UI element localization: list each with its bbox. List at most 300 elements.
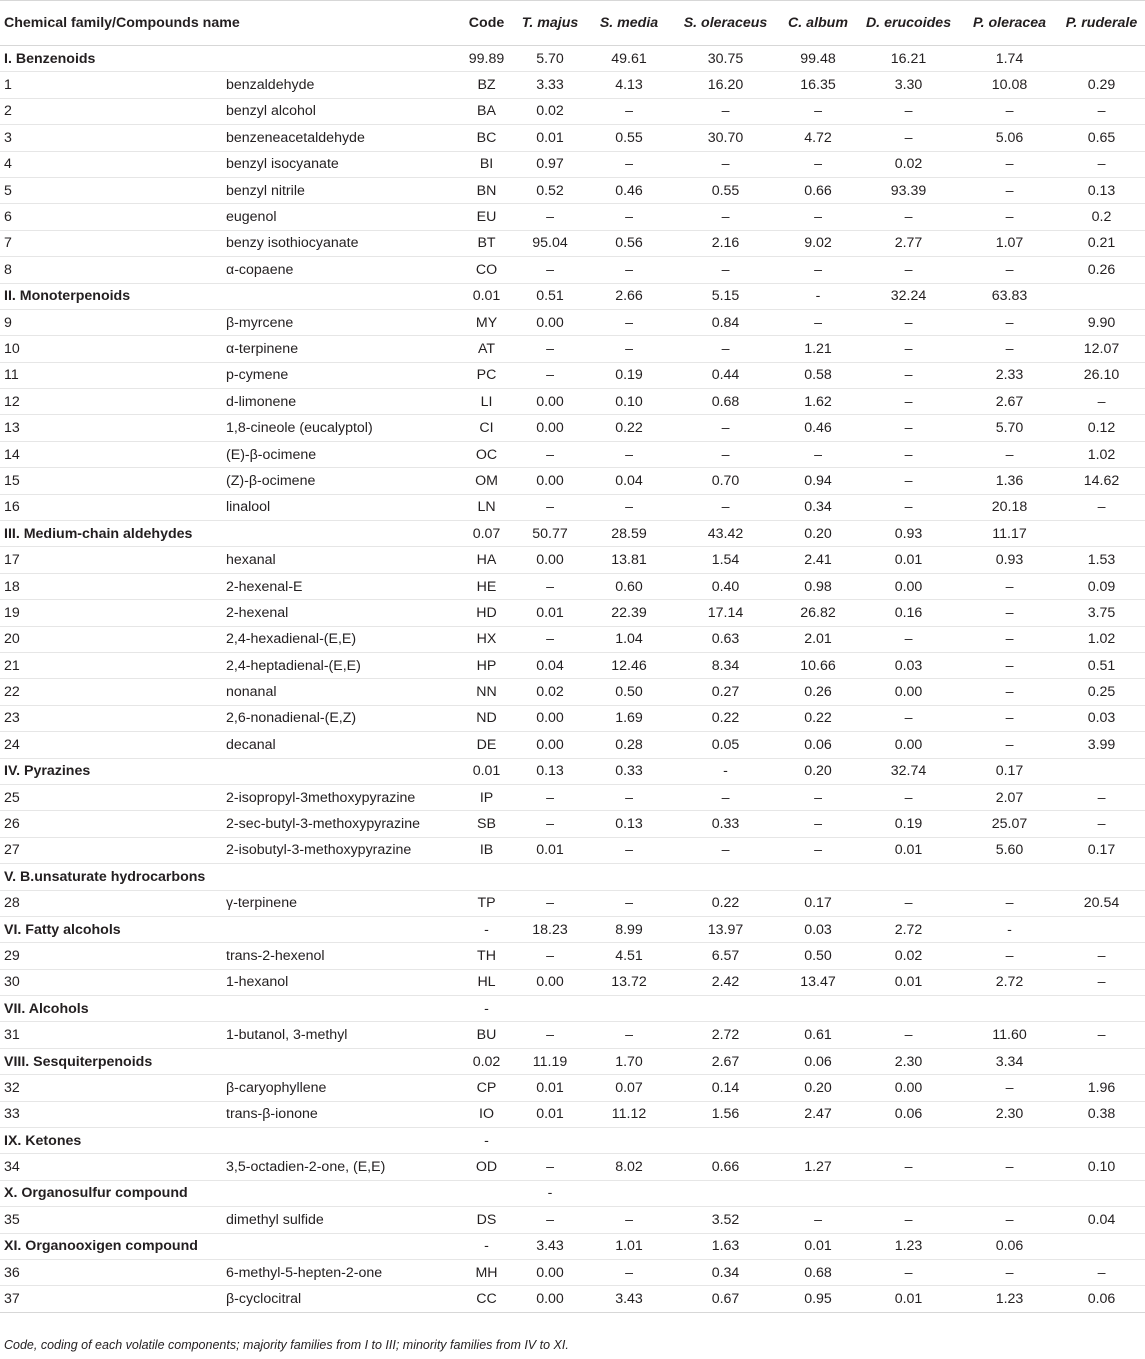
value-cell: 0.00 (536, 314, 564, 331)
value-cell: 1.62 (804, 393, 832, 410)
value-cell: – (904, 710, 913, 727)
value-cell: 0.03 (804, 921, 832, 938)
family-row (0, 864, 1145, 890)
value-cell: 0.01 (894, 552, 923, 569)
value-cell: 0.00 (894, 684, 923, 701)
value-cell: – (546, 446, 554, 463)
value-cell: – (904, 1264, 913, 1281)
code-cell: HA (476, 552, 497, 569)
value-cell: - (723, 763, 728, 780)
header-p-ruderale: P. ruderale (1058, 1, 1145, 46)
compound-row (0, 626, 1145, 652)
value-cell: 25.07 (991, 816, 1028, 833)
value-cell: 16.35 (800, 77, 836, 94)
value-cell (961, 996, 1058, 1022)
value-cell: 0.33 (711, 816, 740, 833)
compound-name: benzyl nitrile (226, 182, 305, 199)
value-cell: – (546, 1211, 554, 1228)
table-body (0, 46, 1145, 1313)
value-cell: 0.84 (711, 314, 740, 331)
value-cell: – (904, 895, 913, 912)
value-cell (1058, 996, 1145, 1022)
value-cell (587, 1128, 671, 1154)
code-cell: OD (475, 1159, 498, 1176)
value-cell: – (1097, 156, 1106, 173)
compound-name: 2,4-hexadienal-(E,E) (226, 631, 357, 648)
value-cell: 3.43 (615, 1291, 643, 1308)
code-cell: BT (477, 235, 496, 252)
value-cell (856, 864, 961, 890)
value-cell: – (1005, 261, 1014, 278)
compound-number: 33 (4, 1106, 20, 1123)
compound-name: 2,4-heptadienal-(E,E) (226, 657, 361, 674)
value-cell: 20.54 (1083, 895, 1120, 912)
value-cell (587, 996, 671, 1022)
value-cell: - (815, 288, 821, 305)
compound-row (0, 125, 1145, 151)
compound-name: 2-hexenal (226, 604, 289, 621)
value-cell: 20.18 (991, 499, 1028, 516)
family-label: XI. Organooxigen compound (4, 1238, 198, 1255)
compound-name: 2-isobutyl-3-methoxypyrazine (226, 842, 412, 859)
code-cell: TH (477, 947, 496, 964)
compound-name: 2-sec-butyl-3-methoxypyrazine (226, 816, 420, 833)
code-cell: BI (479, 156, 494, 173)
value-cell: 1.74 (995, 50, 1024, 67)
value-cell: – (625, 340, 633, 357)
value-cell: 4.13 (615, 77, 643, 94)
compound-number: 23 (4, 710, 20, 727)
value-cell: 99.48 (800, 50, 836, 67)
compound-name: 2,6-nonadienal-(E,Z) (226, 710, 357, 727)
value-cell: 3.43 (536, 1238, 564, 1255)
value-cell: 5.06 (995, 129, 1024, 146)
value-cell: 0.20 (804, 1079, 832, 1096)
compound-row (0, 837, 1145, 863)
compound-number: 37 (4, 1291, 20, 1308)
value-cell: 5.60 (995, 842, 1024, 859)
value-cell: – (814, 103, 822, 120)
value-cell: – (1005, 446, 1014, 463)
compound-row (0, 468, 1145, 494)
compound-row (0, 679, 1145, 705)
compound-name: decanal (226, 736, 276, 753)
code-cell: IP (479, 789, 494, 806)
value-cell: 0.94 (804, 472, 832, 489)
compound-number: 13 (4, 420, 20, 437)
value-cell: 0.03 (1087, 710, 1116, 727)
value-cell (780, 996, 856, 1022)
compound-row (0, 494, 1145, 520)
code-cell: HE (476, 578, 497, 595)
code-cell: OC (475, 446, 498, 463)
value-cell: 3.30 (894, 77, 923, 94)
value-cell: 0.67 (711, 1291, 740, 1308)
value-cell: 0.00 (894, 736, 923, 753)
value-cell: – (904, 1027, 913, 1044)
value-cell: 43.42 (707, 525, 744, 542)
value-cell: – (1097, 974, 1106, 991)
value-cell: 0.06 (1087, 1291, 1116, 1308)
compound-number: 26 (4, 816, 20, 833)
value-cell: – (546, 209, 554, 226)
value-cell: 11.17 (992, 525, 1027, 542)
family-row (0, 521, 1145, 547)
value-cell: 13.97 (707, 921, 744, 938)
value-cell (1058, 916, 1145, 942)
compound-number: 9 (4, 314, 12, 331)
value-cell: – (1005, 895, 1014, 912)
code-cell: AT (477, 340, 496, 357)
value-cell: 0.25 (1087, 684, 1116, 701)
compound-row (0, 573, 1145, 599)
family-row (0, 1180, 1145, 1206)
family-label: V. B.unsaturate hydrocarbons (4, 868, 206, 885)
value-cell: – (1097, 816, 1106, 833)
code-cell: BU (476, 1027, 497, 1044)
value-cell: 13.72 (611, 974, 647, 991)
value-cell: 3.33 (536, 77, 564, 94)
value-cell: 93.39 (890, 182, 927, 199)
value-cell (961, 1128, 1058, 1154)
value-cell: – (546, 895, 554, 912)
code-cell: - (484, 1000, 489, 1017)
compound-number: 5 (4, 182, 12, 199)
code-cell: IB (479, 842, 494, 859)
value-cell: – (814, 156, 822, 173)
value-cell: 1.63 (711, 1238, 740, 1255)
value-cell: 0.06 (804, 736, 832, 753)
compound-row (0, 336, 1145, 362)
code-cell: SB (477, 816, 496, 833)
header-t-majus: T. majus (513, 1, 587, 46)
value-cell (1058, 758, 1145, 784)
value-cell (961, 864, 1058, 890)
value-cell: 30.75 (707, 50, 744, 67)
value-cell: 0.00 (536, 552, 564, 569)
value-cell: 0.46 (615, 182, 643, 199)
code-cell: HP (476, 657, 497, 674)
value-cell: – (721, 103, 730, 120)
value-cell: – (1097, 789, 1106, 806)
compound-number: 21 (4, 657, 20, 674)
value-cell: – (721, 789, 730, 806)
value-cell: – (904, 340, 913, 357)
value-cell: – (814, 261, 822, 278)
value-cell: 0.46 (804, 420, 832, 437)
value-cell: 0.00 (894, 1079, 923, 1096)
compound-row (0, 890, 1145, 916)
code-cell: - (484, 921, 489, 938)
value-cell: 17.14 (707, 604, 744, 621)
value-cell (1058, 283, 1145, 309)
compound-number: 10 (4, 340, 20, 357)
value-cell: 16.20 (707, 77, 744, 94)
value-cell: 0.65 (1087, 129, 1116, 146)
value-cell (671, 1180, 780, 1206)
value-cell: 1.02 (1087, 446, 1116, 463)
value-cell: 32.74 (890, 763, 927, 780)
value-cell: 0.34 (711, 1264, 740, 1281)
value-cell: – (546, 631, 554, 648)
value-cell: 1.54 (711, 552, 740, 569)
value-cell: – (904, 129, 913, 146)
code-cell: 0.07 (472, 525, 501, 542)
value-cell: 28.59 (611, 525, 647, 542)
value-cell: 0.34 (804, 499, 832, 516)
value-cell (961, 1180, 1058, 1206)
compound-row (0, 257, 1145, 283)
value-cell: – (625, 895, 633, 912)
value-cell: – (904, 472, 913, 489)
code-cell: CO (475, 261, 498, 278)
code-cell: - (484, 1132, 489, 1149)
value-cell: 0.55 (711, 182, 740, 199)
value-cell: 0.70 (711, 472, 740, 489)
compound-name: 1-hexanol (226, 974, 289, 991)
value-cell: 0.44 (711, 367, 740, 384)
family-row (0, 1128, 1145, 1154)
value-cell: 0.63 (711, 631, 740, 648)
value-cell: 0.68 (711, 393, 740, 410)
value-cell (513, 996, 587, 1022)
header-code: Code (460, 1, 513, 46)
compound-row (0, 309, 1145, 335)
header-s-oleraceus: S. oleraceus (671, 1, 780, 46)
value-cell: 0.93 (894, 525, 923, 542)
value-cell: 0.97 (536, 156, 564, 173)
compound-name: benzyl isocyanate (226, 156, 339, 173)
code-cell: NN (476, 684, 497, 701)
value-cell: 2.33 (995, 367, 1024, 384)
code-cell: DS (476, 1211, 497, 1228)
compound-row (0, 177, 1145, 203)
value-cell: – (904, 103, 913, 120)
family-row (0, 916, 1145, 942)
value-cell: 5.70 (536, 50, 564, 67)
value-cell: – (721, 842, 730, 859)
value-cell: – (625, 789, 633, 806)
value-cell: 5.70 (995, 420, 1024, 437)
compound-number: 29 (4, 947, 20, 964)
value-cell: – (904, 261, 913, 278)
value-cell: 0.00 (536, 1291, 564, 1308)
family-row (0, 758, 1145, 784)
value-cell: 32.24 (890, 288, 927, 305)
code-cell: - (484, 1238, 489, 1255)
code-cell: 99.89 (468, 50, 505, 67)
value-cell: 2.01 (804, 631, 832, 648)
compound-row (0, 1101, 1145, 1127)
compound-number: 7 (4, 235, 12, 252)
compound-number: 32 (4, 1079, 20, 1096)
value-cell: 2.72 (995, 974, 1024, 991)
value-cell: – (546, 367, 554, 384)
code-cell: DE (476, 736, 497, 753)
value-cell (856, 1128, 961, 1154)
value-cell: 0.01 (536, 842, 564, 859)
value-cell: – (546, 1027, 554, 1044)
compound-name: benzeneacetaldehyde (226, 129, 365, 146)
compound-row (0, 600, 1145, 626)
compound-row (0, 362, 1145, 388)
value-cell: 3.52 (711, 1211, 740, 1228)
code-cell: MY (475, 314, 498, 331)
compound-name: β-caryophyllene (226, 1079, 327, 1096)
compound-name: 2-hexenal-E (226, 578, 303, 595)
value-cell: – (721, 340, 730, 357)
value-cell: – (1005, 103, 1014, 120)
value-cell: – (1005, 209, 1014, 226)
compound-row (0, 732, 1145, 758)
value-cell: 2.47 (804, 1106, 832, 1123)
value-cell: 0.01 (536, 604, 564, 621)
value-cell: 0.05 (711, 736, 740, 753)
compound-name: α-terpinene (226, 340, 299, 357)
compound-row (0, 389, 1145, 415)
code-cell: MH (475, 1264, 498, 1281)
value-cell (671, 864, 780, 890)
value-cell: 0.00 (536, 472, 564, 489)
code-cell: LI (480, 393, 493, 410)
compound-number: 20 (4, 631, 20, 648)
family-row (0, 1233, 1145, 1259)
value-cell: 8.02 (615, 1159, 643, 1176)
value-cell: 16.21 (890, 50, 927, 67)
code-cell: PC (476, 367, 497, 384)
value-cell: – (1097, 947, 1106, 964)
value-cell: 0.17 (804, 895, 832, 912)
value-cell: – (721, 261, 730, 278)
compound-row (0, 441, 1145, 467)
compound-number: 4 (4, 156, 12, 173)
value-cell: – (1005, 1264, 1014, 1281)
value-cell: 0.66 (804, 182, 832, 199)
compound-name: nonanal (226, 684, 277, 701)
value-cell: 0.40 (711, 578, 740, 595)
value-cell: 18.23 (532, 921, 568, 938)
compound-name: 1,8-cineole (eucalyptol) (226, 420, 373, 437)
value-cell: 2.30 (894, 1053, 923, 1070)
value-cell: 0.98 (804, 578, 832, 595)
value-cell: 2.77 (894, 235, 923, 252)
family-label: II. Monoterpenoids (4, 288, 131, 305)
value-cell: 4.72 (804, 129, 832, 146)
value-cell: 1.70 (615, 1053, 643, 1070)
family-label: VIII. Sesquiterpenoids (4, 1053, 153, 1070)
compound-name: dimethyl sulfide (226, 1211, 324, 1228)
compound-number: 16 (4, 499, 20, 516)
value-cell: 1.04 (615, 631, 643, 648)
value-cell: – (904, 1159, 913, 1176)
code-cell: CP (476, 1079, 497, 1096)
code-cell: BZ (477, 77, 496, 94)
value-cell (587, 1180, 671, 1206)
compound-number: 25 (4, 789, 20, 806)
value-cell: 0.68 (804, 1264, 832, 1281)
value-cell: 3.99 (1087, 736, 1116, 753)
value-cell: 0.61 (804, 1027, 832, 1044)
value-cell: 5.15 (711, 288, 740, 305)
code-cell: HX (476, 631, 497, 648)
value-cell: 1.07 (995, 235, 1024, 252)
value-cell (1058, 864, 1145, 890)
value-cell: 22.39 (611, 604, 647, 621)
value-cell: – (904, 1211, 913, 1228)
value-cell: – (625, 103, 633, 120)
value-cell: 0.55 (615, 129, 643, 146)
value-cell: 0.14 (711, 1079, 740, 1096)
value-cell: 0.03 (894, 657, 923, 674)
value-cell: – (904, 420, 913, 437)
value-cell: – (1097, 499, 1106, 516)
value-cell: – (546, 1159, 554, 1176)
value-cell: – (1005, 156, 1014, 173)
value-cell: – (1097, 103, 1106, 120)
value-cell: – (904, 499, 913, 516)
code-cell: CI (479, 420, 494, 437)
value-cell: – (546, 261, 554, 278)
value-cell: 0.07 (615, 1079, 643, 1096)
compound-name: γ-terpinene (226, 895, 297, 912)
value-cell: 3.34 (995, 1053, 1024, 1070)
value-cell: – (1005, 947, 1014, 964)
value-cell: 0.52 (536, 182, 564, 199)
compound-number: 8 (4, 261, 12, 278)
value-cell: 50.77 (532, 525, 568, 542)
value-cell: 1.21 (804, 340, 832, 357)
value-cell: 0.2 (1091, 209, 1112, 226)
value-cell: 1.36 (995, 472, 1024, 489)
value-cell: 0.10 (615, 393, 643, 410)
value-cell: 0.38 (1087, 1106, 1116, 1123)
value-cell (780, 1180, 856, 1206)
value-cell: 0.01 (804, 1238, 832, 1255)
value-cell: 14.62 (1083, 472, 1120, 489)
value-cell: 0.00 (536, 393, 564, 410)
compound-name: benzyl alcohol (226, 103, 316, 120)
value-cell: – (546, 578, 554, 595)
value-cell: 0.27 (711, 684, 740, 701)
value-cell: 0.17 (1087, 842, 1116, 859)
compound-number: 24 (4, 736, 20, 753)
code-cell: OM (475, 472, 498, 489)
code-cell: ND (476, 710, 497, 727)
family-label: VI. Fatty alcohols (4, 921, 121, 938)
value-cell: 0.51 (536, 288, 564, 305)
value-cell: 1.01 (615, 1238, 643, 1255)
value-cell: 0.10 (1087, 1159, 1116, 1176)
value-cell: 0.04 (615, 472, 643, 489)
value-cell: – (1005, 314, 1014, 331)
value-cell: – (546, 340, 554, 357)
value-cell: – (1005, 710, 1014, 727)
compound-number: 1 (4, 77, 12, 94)
value-cell: – (721, 420, 730, 437)
compound-number: 12 (4, 393, 20, 410)
value-cell: 0.01 (536, 129, 564, 146)
value-cell: 0.19 (894, 816, 923, 833)
value-cell: 0.04 (536, 657, 564, 674)
value-cell: - (1007, 921, 1012, 938)
value-cell (513, 864, 587, 890)
family-row (0, 46, 1145, 72)
value-cell: 0.01 (536, 1106, 564, 1123)
value-cell: – (625, 261, 633, 278)
value-cell: – (1005, 736, 1014, 753)
table-footnote: Code, coding of each volatile components; majority families from I to III; minority families from IV to XI. (4, 1338, 569, 1352)
value-cell: – (625, 156, 633, 173)
